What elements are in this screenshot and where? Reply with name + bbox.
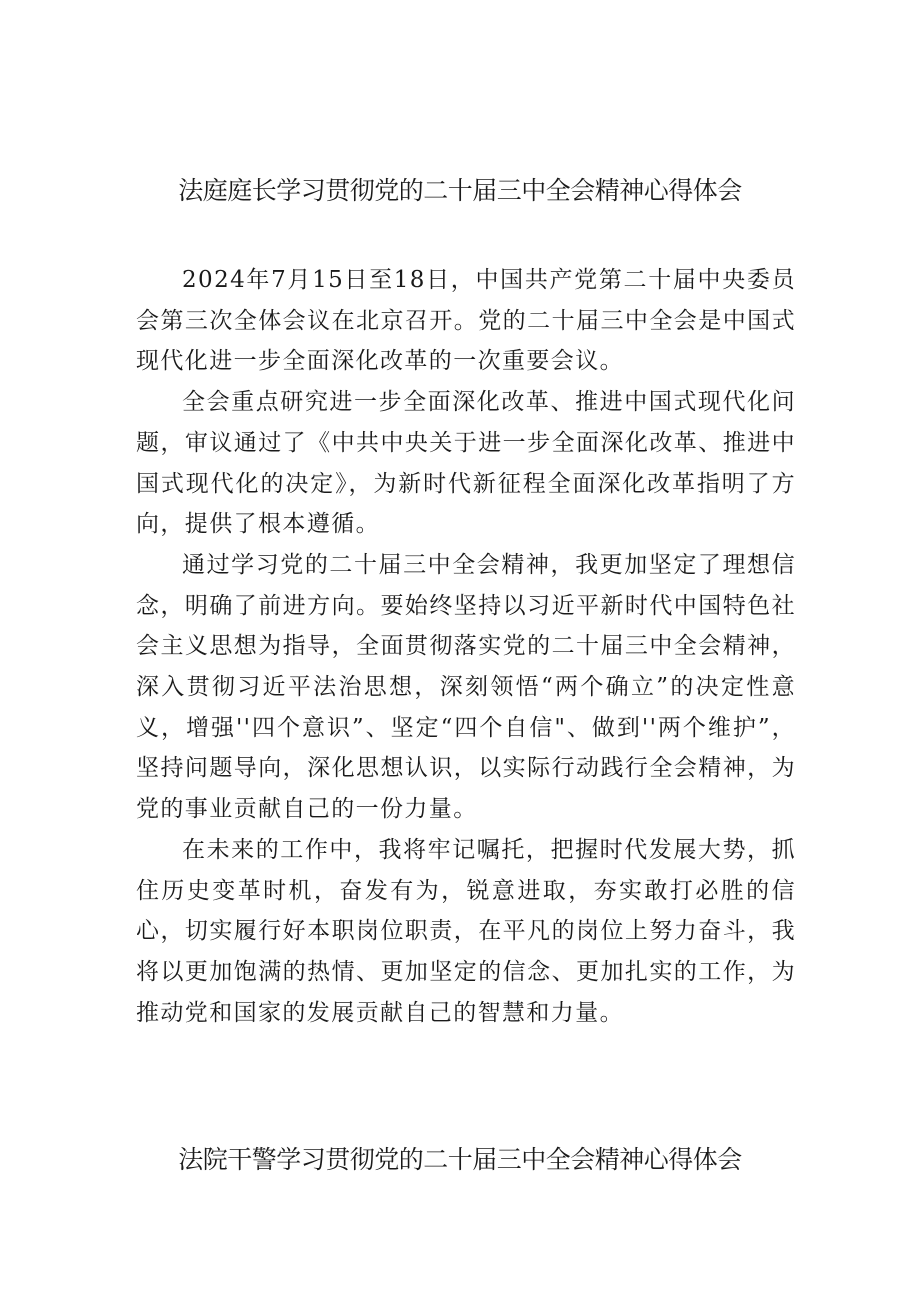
paragraph-meeting-intro: 2024年7月15日至18日，中国共产党第二十届中央委员会第三次全体会议在北京召开。党的二十届三中全会是中国式现代化进一步全面深化改革的一次重要会议。 [136, 267, 796, 375]
document-title-2: 法院干警学习贯彻党的二十届三中全会精神心得体会 [178, 1145, 742, 1174]
paragraph-future-work: 在未来的工作中，我将牢记嘱托，把握时代发展大势，抓住历史变革时机，奋发有为，锐意进取，夯实敢打必胜的信心，切实履行好本职岗位职责，在平凡的岗位上努力奋斗，我将以更加饱满的热情、更加坚定的信念、更加扎实的工作，为推动党和国家的发展贡献自己的智慧和力量。 [136, 836, 796, 1026]
document-title-1: 法庭庭长学习贯彻党的二十届三中全会精神心得体会 [178, 176, 742, 205]
paragraph-study-reflection: 通过学习党的二十届三中全会精神，我更加坚定了理想信念，明确了前进方向。要始终坚持以习近平新时代中国特色社会主义思想为指导，全面贯彻落实党的二十届三中全会精神，深入贯彻习近平法治思想，深刻领悟“两个确立”的决定性意义，增强''四个意识”、坚定“四个自信"、做到''两个维护”，坚持问题导向，深化思想认识，以实际行动践行全会精神，为党的事业贡献自己的一份力量。 [136, 551, 796, 823]
paragraph-plenary-decision: 全会重点研究进一步全面深化改革、推进中国式现代化问题，审议通过了《中共中央关于进一步全面深化改革、推进中国式现代化的决定》，为新时代新征程全面深化改革指明了方向，提供了根本遵循。 [136, 389, 796, 538]
document-body [136, 260, 796, 1033]
